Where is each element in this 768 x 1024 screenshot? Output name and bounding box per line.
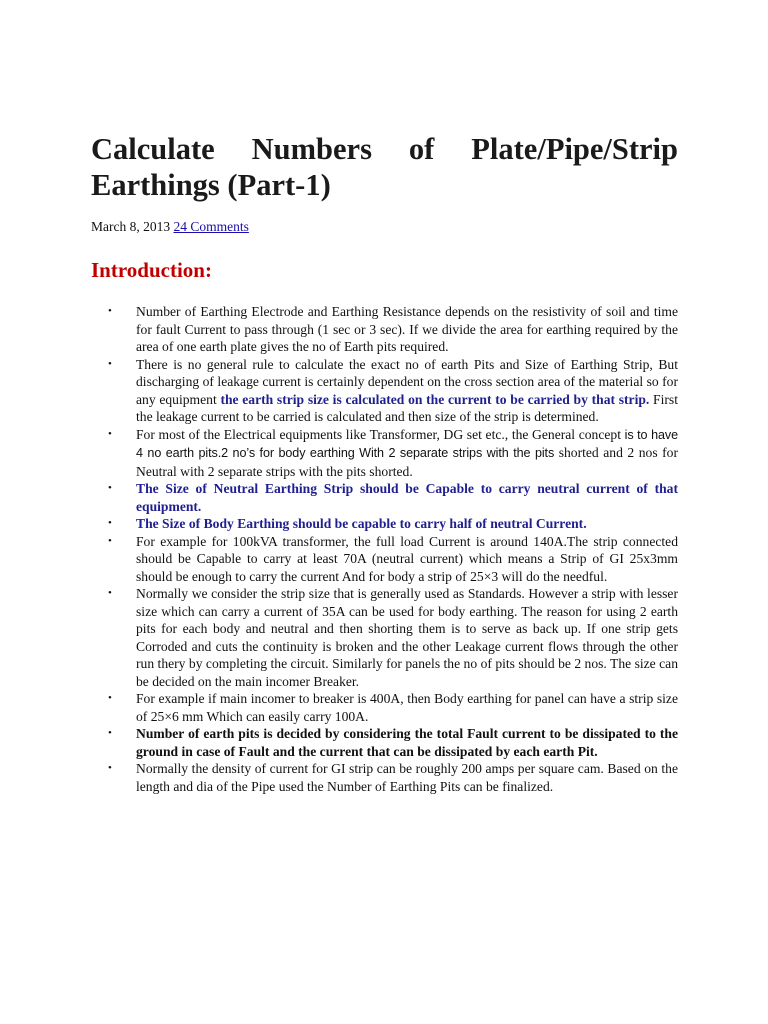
list-item-text: For example if main incomer to breaker is 400A, then Body earthing for panel can have a strip size of 25×6 mm Which can easily carry 100A.: [136, 691, 678, 724]
list-item-text: Normally the density of current for GI strip can be roughly 200 amps per square cam. Based on the length and dia of the Pipe used the Number of Earthing Pits can be finalized.: [136, 761, 678, 794]
comments-link[interactable]: 24 Comments: [173, 219, 249, 234]
list-item: [108, 515, 678, 533]
list-item: [108, 303, 678, 356]
highlighted-text: The Size of Body Earthing should be capable to carry half of neutral Current.: [136, 516, 587, 531]
article: [91, 131, 678, 795]
list-item-text: Number of Earthing Electrode and Earthing Resistance depends on the resistivity of soil and time for fault Current to pass through (1 sec or 3 sec). If we divide the area for earthing required by the area of one earth plate gives the no of Earth pits required.: [136, 304, 678, 354]
list-item-text: For example for 100kVA transformer, the full load Current is around 140A.The strip connected should be Capable to carry at least 70A (neutral current) which means a Strip of GI 25x3mm should be enough to carry the current And for body a strip of 25×3 will do the needful.: [136, 533, 678, 584]
bullet-icon: •: [108, 517, 112, 529]
bullet-icon: •: [108, 692, 112, 704]
list-item: [108, 725, 678, 760]
list-item: [108, 690, 678, 725]
bullet-icon: •: [108, 427, 112, 440]
bullet-icon: •: [108, 357, 112, 370]
list-item-text: There is no general rule to calculate the exact no of earth Pits and Size of Earthing Strip, But discharging of leakage current is certainly dependent on the cross section area of the material so for any equipment: [136, 356, 678, 407]
list-item: [108, 533, 678, 586]
bullet-icon: •: [108, 482, 112, 494]
bullet-icon: •: [108, 762, 112, 774]
list-item-text: For most of the Electrical equipments like Transformer, DG set etc., the General concept: [136, 426, 625, 442]
bullet-list: [91, 303, 678, 795]
list-item: [108, 480, 678, 515]
list-item-text: First the leakage current to be carried is calculated and then size of the strip is determined.: [136, 391, 678, 424]
list-item-text-alt-font: is to have 4 no earth pits.2 no’s for body earthing With 2 separate strips with the pits: [136, 427, 679, 460]
bullet-icon: •: [108, 727, 112, 739]
list-item: [108, 760, 678, 795]
highlighted-text: the earth strip size is calculated on the current to be carried by that strip.: [220, 391, 650, 407]
bullet-icon: •: [108, 305, 112, 317]
list-item-text: shorted and 2 nos for Neutral with 2 separate strips with the pits shorted.: [136, 445, 678, 479]
list-item: [108, 356, 678, 426]
post-meta: [91, 218, 678, 236]
bullet-icon: •: [108, 534, 112, 547]
list-item: [108, 426, 679, 481]
list-item: [108, 585, 678, 690]
bold-text: Number of earth pits is decided by considering the total Fault current to be dissipated to the ground in case of Fault and the current that can be dissipated by each earth Pit.: [136, 726, 678, 759]
section-heading-introduction: Introduction:: [91, 258, 212, 282]
article-title-line-1: Calculate Numbers of Plate/Pipe/Strip: [91, 132, 678, 166]
post-date: March 8, 2013: [91, 219, 171, 234]
article-title: [91, 131, 678, 203]
highlighted-text: The Size of Neutral Earthing Strip should be Capable to carry neutral current of that equipment.: [136, 481, 678, 514]
bullet-icon: •: [108, 587, 112, 599]
list-item-text: Normally we consider the strip size that is generally used as Standards. However a strip with lesser size which can carry a current of 35A can be used for body earthing. The reason for using 2 earth pits for each body and neutral and then shorting them is to serve as back up. If one strip gets Corroded and cuts the continuity is broken and the other Leakage current flows through the other run thery by completing the circuit. Similarly for panels the no of pits should be 2 nos. The size can be decided on the main incomer Breaker.: [136, 586, 678, 689]
article-title-line-2: Earthings (Part-1): [91, 168, 331, 202]
